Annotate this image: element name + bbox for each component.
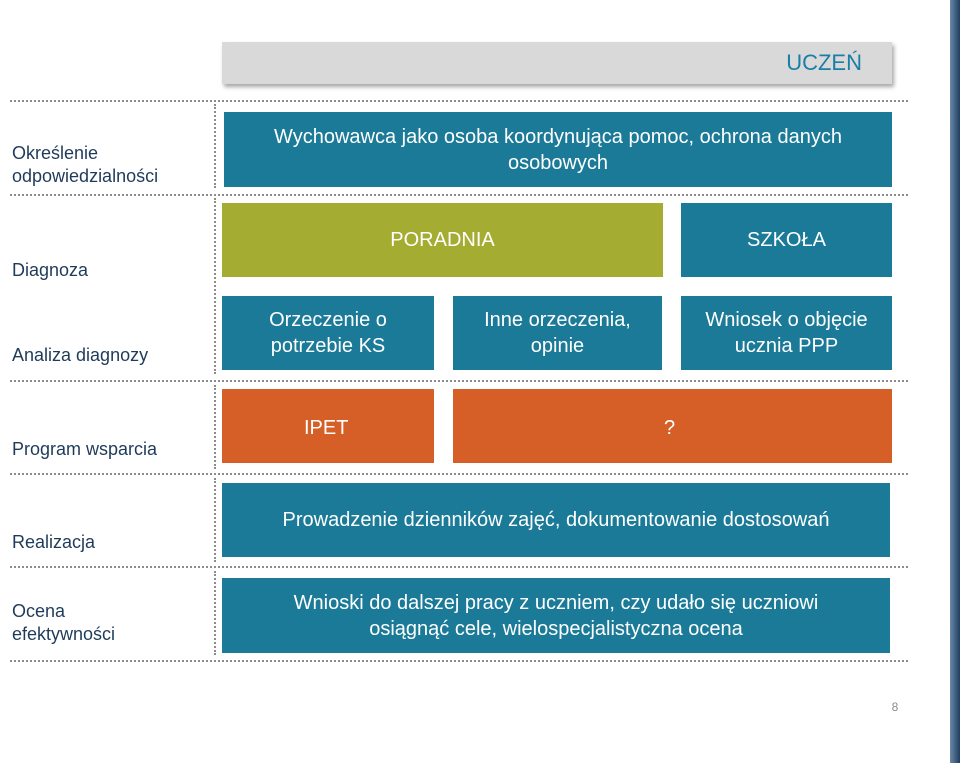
wniosek-box (681, 296, 892, 370)
prowadzenie-box (222, 483, 890, 557)
row-label-evaluation-line2: efektywności (12, 624, 116, 644)
header-bar (222, 42, 892, 84)
ipet-box (222, 389, 434, 463)
page-number: 8 (891, 700, 899, 714)
header-title: UCZEŃ (786, 50, 862, 75)
divider-line (10, 473, 908, 475)
row-label-program: Program wsparcia (12, 439, 158, 459)
column-divider (214, 478, 216, 562)
wnioski-text: Wnioski do dalszej pracy z uczniem, czy udało się uczniowi osiągnąć cele, wielospecjalistyczna ocena (293, 591, 819, 640)
szkola-box (681, 203, 892, 277)
poradnia-box (222, 203, 663, 277)
column-divider (214, 385, 216, 469)
column-divider (214, 198, 216, 374)
question-box (453, 389, 892, 463)
inne-orzeczenia-box (453, 296, 662, 370)
row-label-evaluation (12, 600, 212, 646)
inne-orzeczenia-text: Inne orzeczenia, opinie (484, 309, 631, 357)
orzeczenie-text: Orzeczenie o potrzebie KS (269, 309, 387, 357)
question-text: ? (664, 417, 676, 439)
prowadzenie-text: Prowadzenie dzienników zajęć, dokumentowanie dostosowań (282, 509, 830, 531)
column-divider (214, 104, 216, 188)
row-label-analysis: Analiza diagnozy (12, 345, 149, 365)
row-label-responsibility: Określenie odpowiedzialności (12, 143, 159, 186)
divider-line (10, 194, 908, 196)
coordinator-text: Wychowawca jako osoba koordynująca pomoc, ochrona danych osobowych (274, 125, 842, 174)
slide-edge-bar (950, 0, 960, 763)
divider-line (10, 100, 908, 102)
row-label-diagnosis: Diagnoza (12, 260, 89, 280)
wniosek-text: Wniosek o objęcie ucznia PPP (705, 309, 868, 357)
ipet-text: IPET (304, 417, 349, 439)
divider-line (10, 566, 908, 568)
szkola-text: SZKOŁA (747, 229, 826, 251)
divider-line (10, 660, 908, 662)
coordinator-box (224, 112, 892, 187)
row-label-realization: Realizacja (12, 532, 96, 552)
divider-line (10, 380, 908, 382)
orzeczenie-box (222, 296, 434, 370)
row-label-evaluation-line1: Ocena (12, 601, 66, 621)
wnioski-box (222, 578, 890, 653)
column-divider (214, 571, 216, 655)
poradnia-text: PORADNIA (390, 229, 495, 251)
